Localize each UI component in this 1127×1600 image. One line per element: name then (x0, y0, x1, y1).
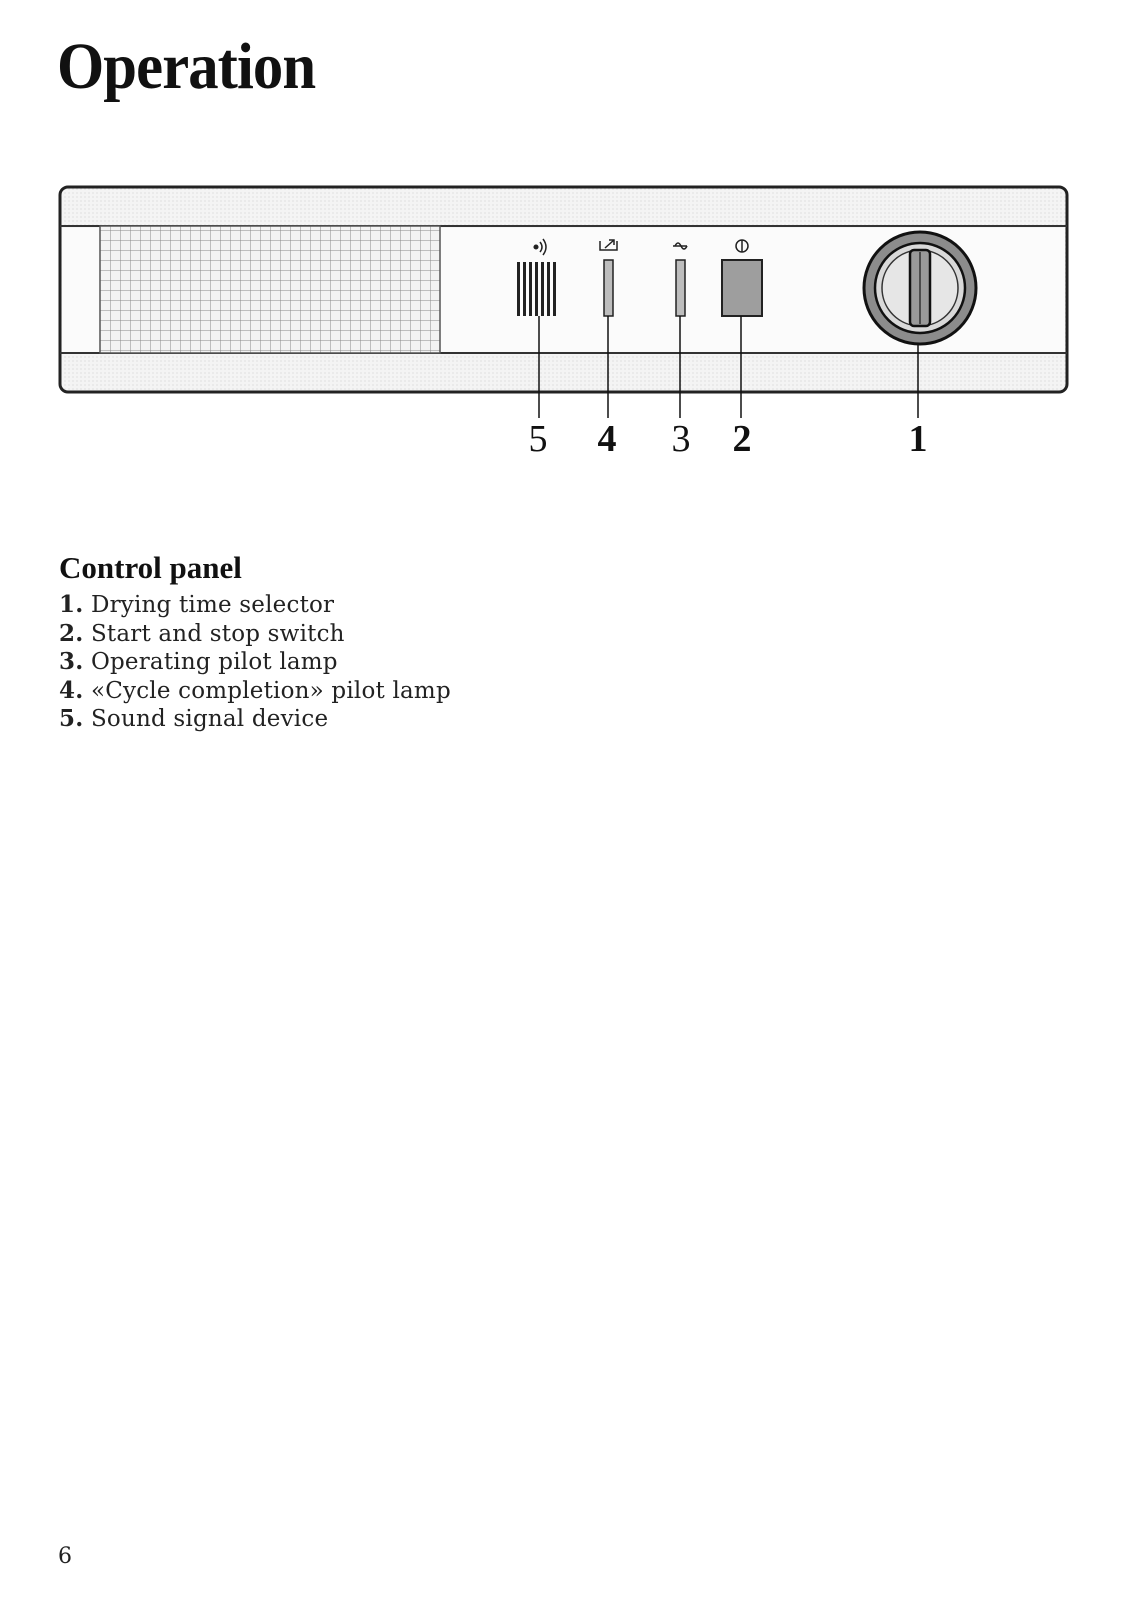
callout-1: 1 (908, 418, 928, 460)
operating-lamp (676, 260, 685, 316)
callout-5: 5 (528, 418, 548, 460)
section-heading: Control panel (59, 550, 242, 585)
legend-number: 5. (59, 705, 84, 733)
grille (100, 226, 440, 353)
legend-label: Operating pilot lamp (90, 649, 338, 676)
callout-3: 3 (671, 418, 691, 460)
legend-list (59, 591, 659, 734)
legend-item (59, 705, 659, 734)
callout-2: 2 (732, 418, 752, 460)
legend-item (59, 620, 659, 649)
start-stop-switch (722, 260, 762, 316)
page-number: 6 (58, 1544, 72, 1569)
legend-label: Sound signal device (90, 706, 329, 733)
legend-item (59, 591, 659, 620)
legend-label: Start and stop switch (90, 620, 345, 647)
legend-number: 4. (59, 676, 84, 704)
callout-4: 4 (597, 418, 617, 460)
drying-time-selector (864, 232, 976, 344)
page-title: Operation (57, 30, 316, 103)
legend-number: 2. (59, 619, 84, 647)
legend-label: «Cycle completion» pilot lamp (90, 677, 451, 704)
legend-number: 3. (59, 648, 84, 676)
legend-item (59, 677, 659, 706)
control-panel-figure (0, 0, 1127, 480)
legend-label: Drying time selector (90, 592, 335, 619)
cycle-completion-lamp (604, 260, 613, 316)
control-panel-drawing (0, 0, 1127, 480)
legend-number: 1. (59, 591, 84, 619)
legend-item (59, 648, 659, 677)
control-panel-section (59, 551, 659, 734)
